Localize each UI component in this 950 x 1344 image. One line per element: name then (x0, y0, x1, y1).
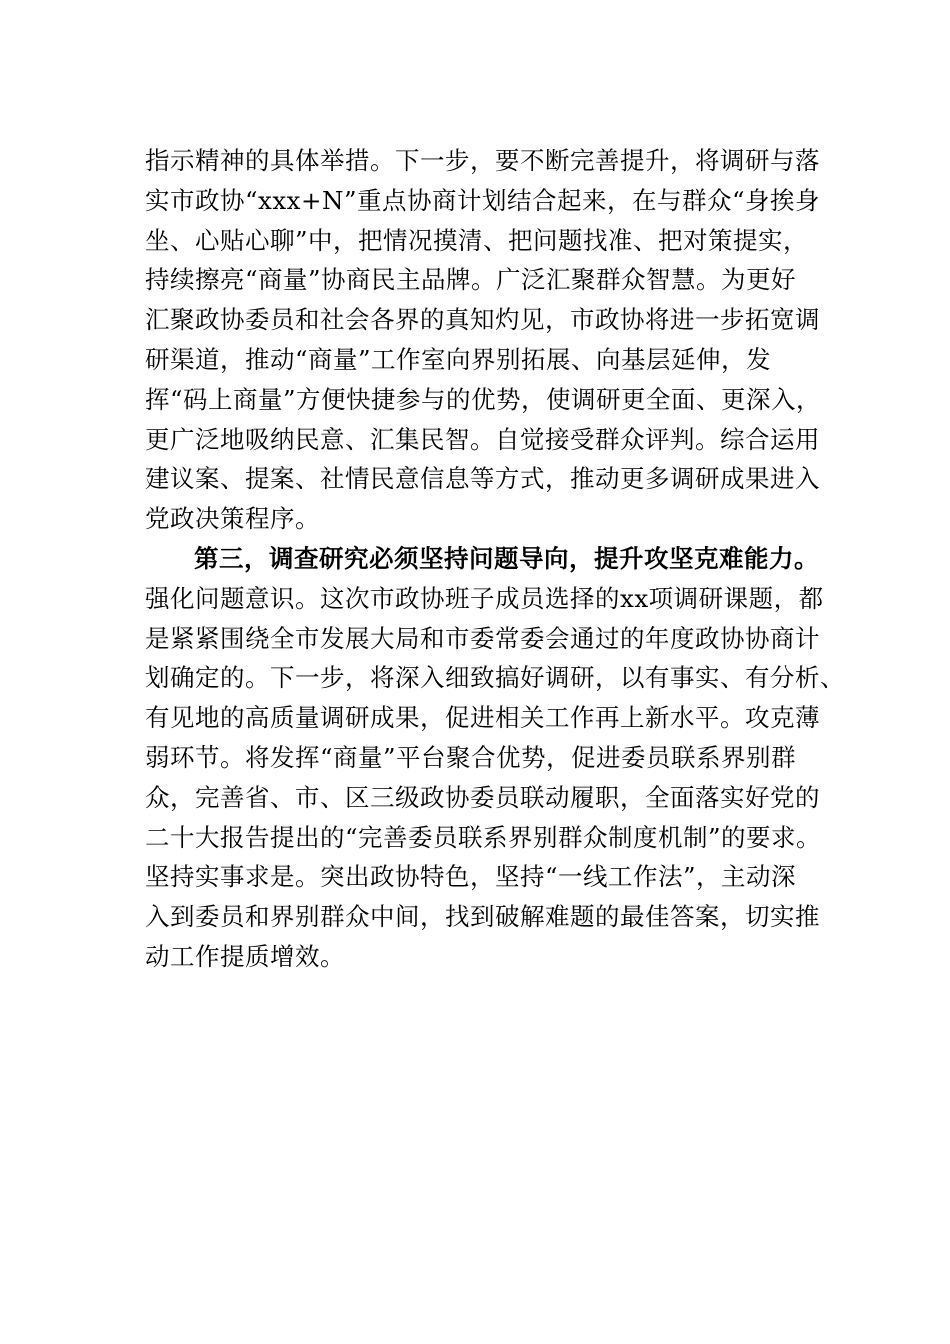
paragraph-line: 挥“码上商量”方便快捷参与的优势，使调研更全面、更深入， (145, 384, 822, 414)
paragraph-line: 坐、心贴心聊”中，把情况摸清、把问题找准、把对策提实， (145, 225, 809, 255)
paragraph-line: 是紧紧围绕全市发展大局和市委常委会通过的年度政协协商计 (145, 623, 820, 653)
section-heading: 第三，调查研究必须坚持问题导向，提升攻坚克难能力。 (194, 543, 819, 573)
document-body (145, 141, 845, 977)
paragraph-line: 党政决策程序。 (145, 504, 320, 534)
paragraph-line: 汇聚政协委员和社会各界的真知灼见，市政协将进一步拓宽调 (145, 305, 820, 335)
paragraph-line: 指示精神的具体举措。下一步，要不断完善提升，将调研与落 (145, 146, 820, 175)
paragraph-line: 二十大报告提出的“完善委员联系界别群众制度机制”的要求。 (145, 822, 822, 852)
paragraph-line: 划确定的。下一步，将深入细致搞好调研，以有事实、有分析、 (145, 663, 845, 693)
paragraph-line: 建议案、提案、社情民意信息等方式，推动更多调研成果进入 (145, 464, 820, 494)
paragraph-line: 持续擦亮“商量”协商民主品牌。广泛汇聚群众智慧。为更好 (145, 265, 797, 295)
paragraph-line: 坚持实事求是。突出政协特色，坚持“一线工作法”，主动深 (145, 862, 797, 892)
paragraph-line: 入到委员和界别群众中间，找到破解难题的最佳答案，切实推 (145, 902, 820, 932)
paragraph-line: 更广泛地吸纳民意、汇集民智。自觉接受群众评判。综合运用 (145, 424, 820, 454)
paragraph-line: 研渠道，推动“商量”工作室向界别拓展、向基层延伸，发 (145, 344, 772, 374)
paragraph-line: 实市政协“xxx+N”重点协商计划结合起来，在与群众“身挨身 (145, 185, 820, 215)
paragraph-line: 动工作提质增效。 (145, 941, 345, 971)
paragraph-line: 有见地的高质量调研成果，促进相关工作再上新水平。攻克薄 (145, 703, 820, 733)
paragraph-line: 弱环节。将发挥“商量”平台聚合优势，促进委员联系界别群 (145, 742, 797, 772)
paragraph-line: 强化问题意识。这次市政协班子成员选择的xx项调研课题，都 (145, 583, 824, 613)
paragraph-line: 众，完善省、市、区三级政协委员联动履职，全面落实好党的 (145, 782, 820, 812)
